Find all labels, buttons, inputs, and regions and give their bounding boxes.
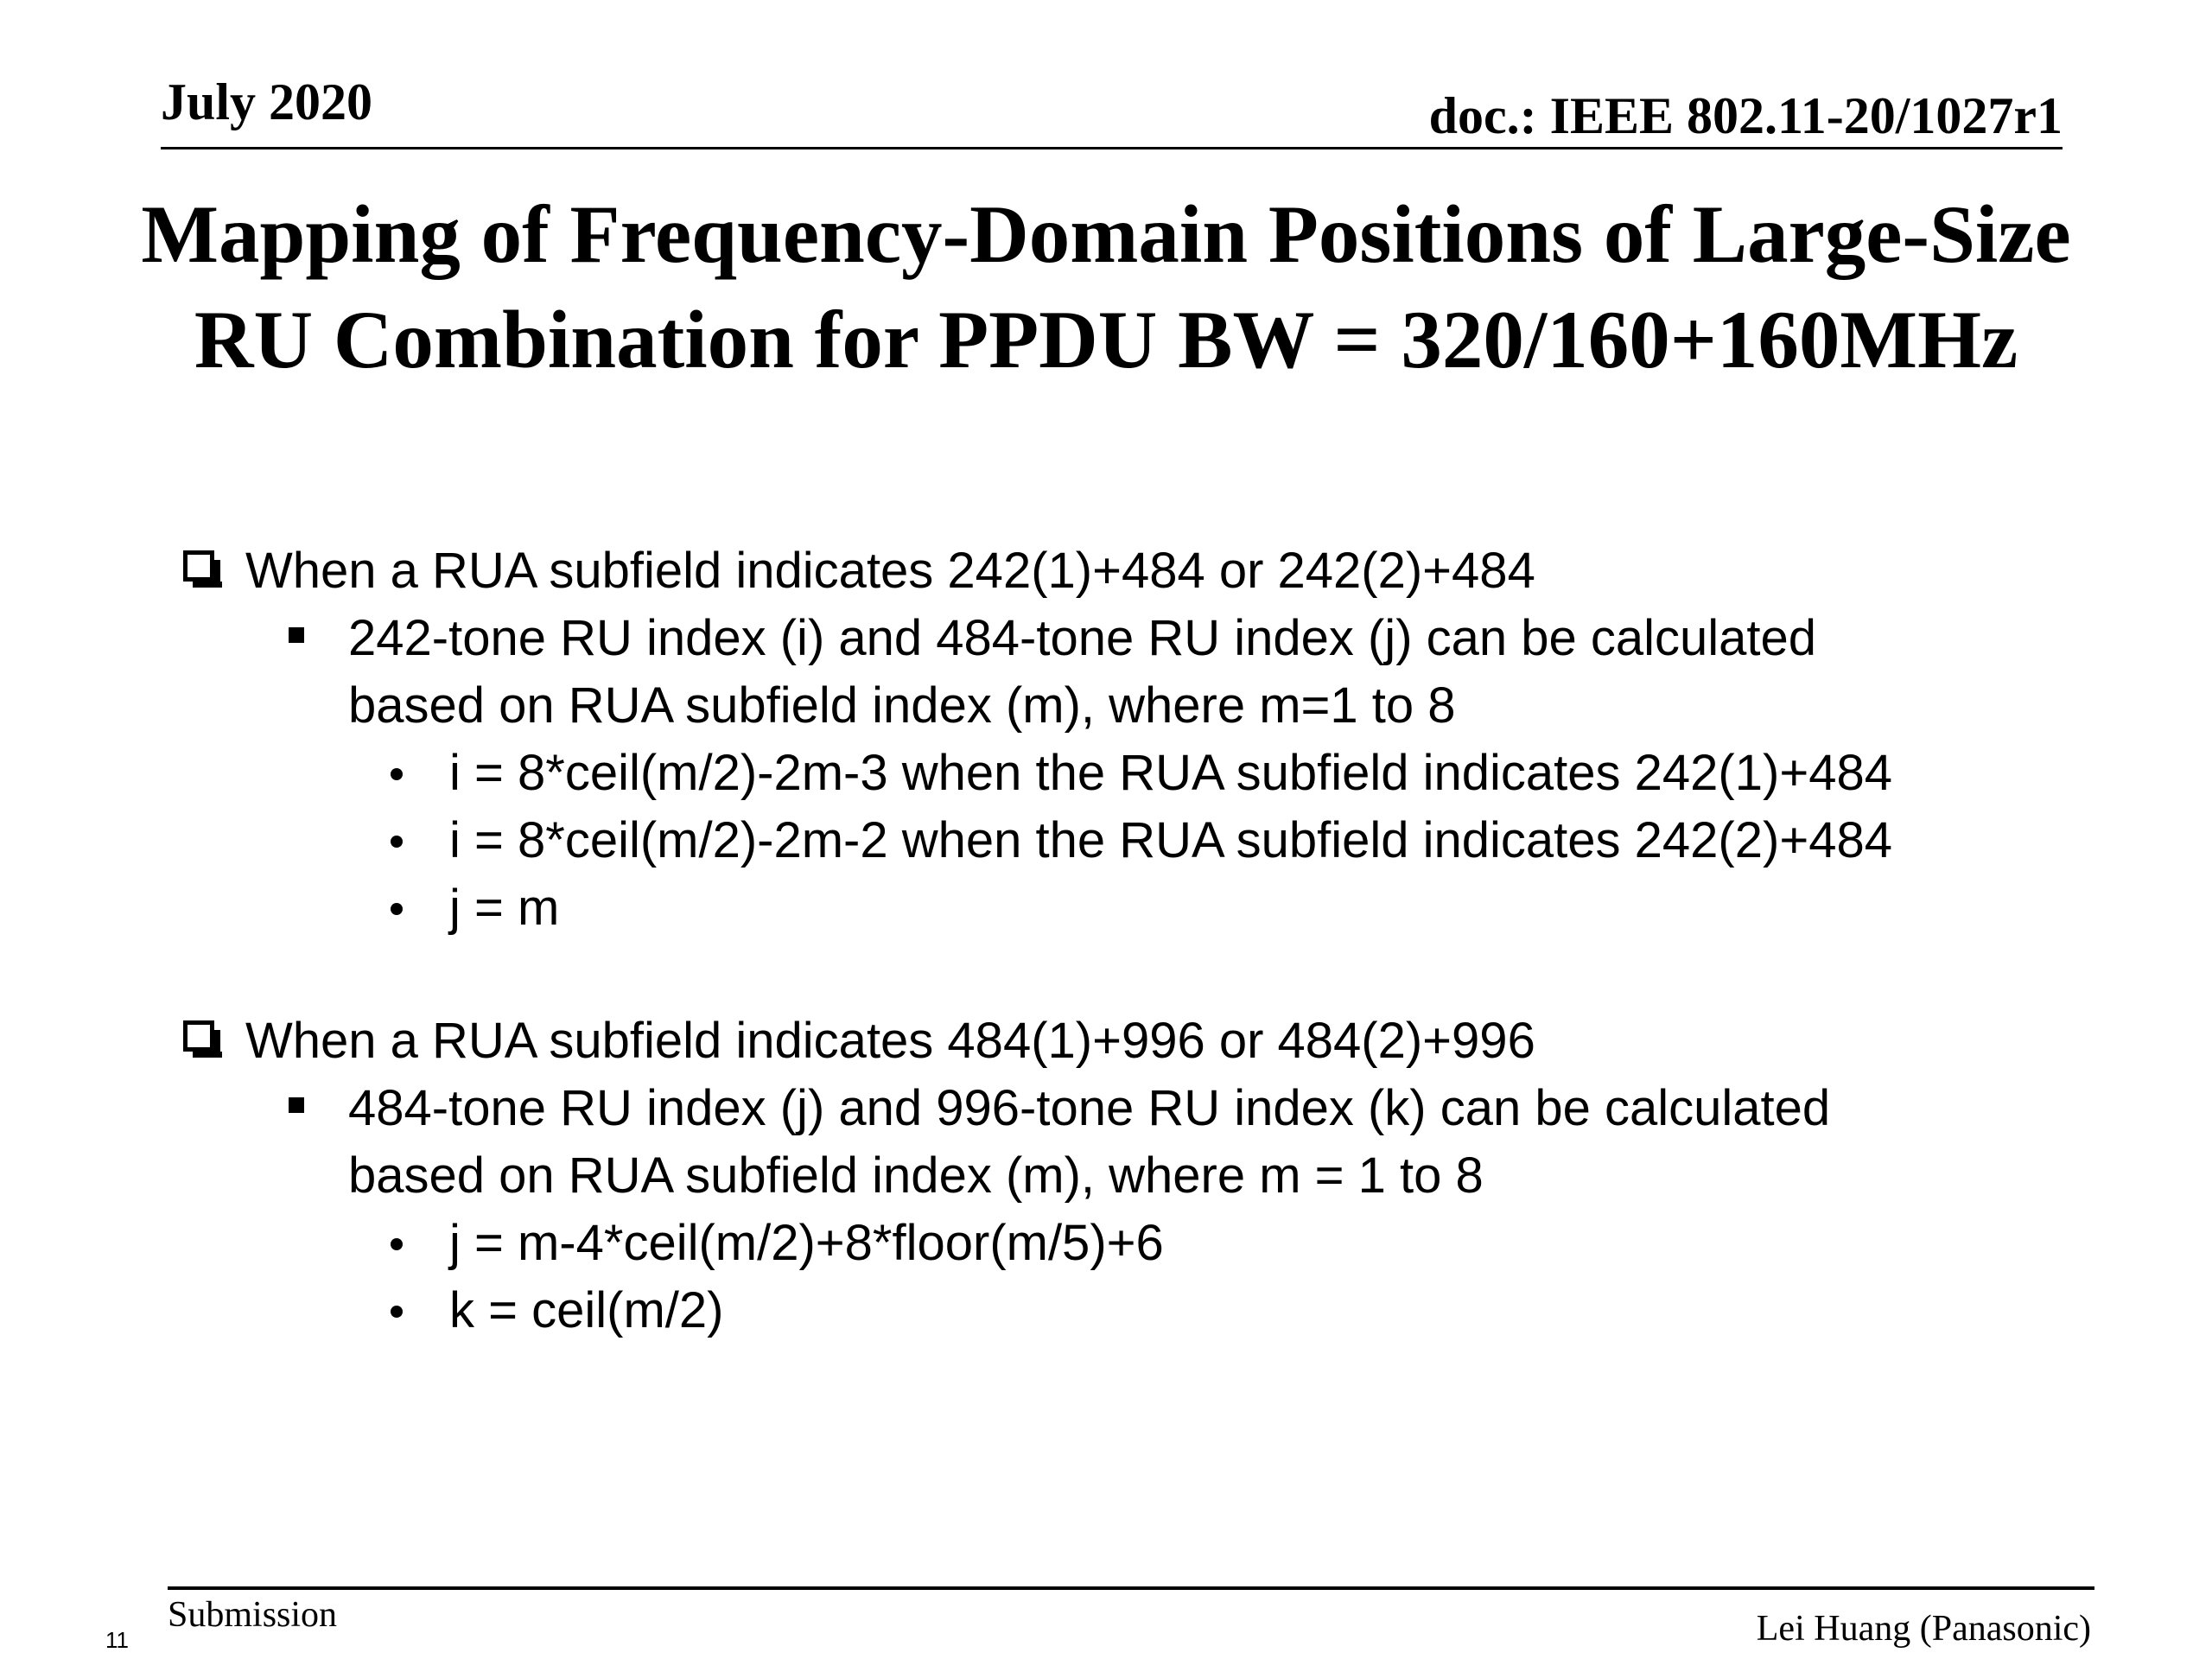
page-number: 11: [105, 1627, 129, 1653]
sub-bullet-text: 242-tone RU index (i) and 484-tone RU index (j) can be calculated: [348, 610, 1817, 666]
formula-bullet: i = 8*ceil(m/2)-2m-2 when the RUA subfield indicates 242(2)+484: [449, 812, 1892, 868]
checkbox-bullet-icon: [183, 550, 214, 582]
formula-bullet: j = m: [449, 880, 560, 936]
square-bullet-icon: [289, 627, 304, 643]
dot-bullet-icon: [391, 903, 403, 915]
dot-bullet-icon: [391, 768, 403, 780]
dot-bullet-icon: [391, 836, 403, 848]
sub-bullet-text: 484-tone RU index (j) and 996-tone RU index (k) can be calculated: [348, 1080, 1831, 1136]
section-heading: When a RUA subfield indicates 484(1)+996 or 484(2)+996: [245, 1013, 1535, 1069]
formula-bullet: k = ceil(m/2): [449, 1282, 724, 1338]
header-doc-id: doc.: IEEE 802.11-20/1027r1: [1428, 87, 2063, 144]
checkbox-bullet-icon: [183, 1020, 214, 1052]
sub-bullet-text-continued: based on RUA subfield index (m), where m = 1 to 8: [348, 1147, 1484, 1204]
sub-bullet-text-continued: based on RUA subfield index (m), where m=1 to 8: [348, 677, 1456, 734]
dot-bullet-icon: [391, 1306, 403, 1318]
footer-author: Lei Huang (Panasonic): [1756, 1609, 2091, 1649]
formula-bullet: i = 8*ceil(m/2)-2m-3 when the RUA subfield indicates 242(1)+484: [449, 745, 1892, 801]
slide-title-line-2: RU Combination for PPDU BW = 320/160+160MHz: [194, 294, 2018, 385]
formula-bullet: j = m-4*ceil(m/2)+8*floor(m/5)+6: [449, 1215, 1164, 1271]
footer-submission: Submission: [168, 1595, 338, 1635]
slide-title-line-1: Mapping of Frequency-Domain Positions of Large-Size: [141, 188, 2071, 280]
square-bullet-icon: [289, 1097, 304, 1113]
header-date: July 2020: [161, 73, 373, 130]
dot-bullet-icon: [391, 1238, 403, 1250]
footer-rule: [168, 1586, 2094, 1590]
section-heading: When a RUA subfield indicates 242(1)+484 or 242(2)+484: [245, 543, 1535, 599]
